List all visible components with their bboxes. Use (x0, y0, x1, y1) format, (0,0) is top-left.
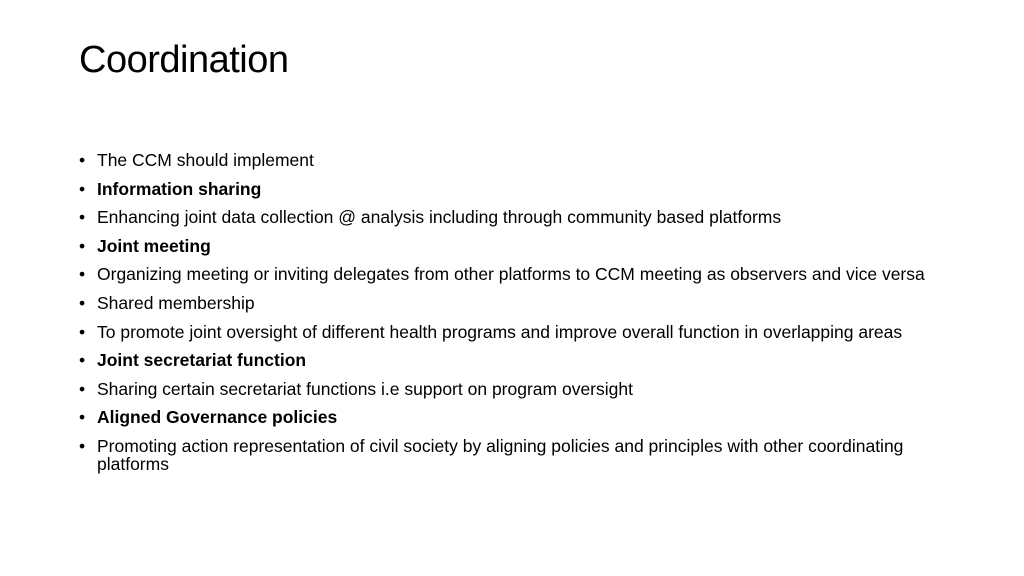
bullet-text: Information sharing (97, 178, 262, 199)
bullet-item (79, 265, 949, 283)
bullet-item (79, 351, 949, 369)
bullet-icon: • (79, 321, 86, 342)
bullet-item (79, 408, 949, 426)
bullet-item (79, 323, 949, 341)
bullet-icon: • (79, 178, 86, 199)
bullet-icon: • (79, 264, 86, 285)
bullet-text: The CCM should implement (97, 150, 314, 170)
bullet-icon: • (79, 235, 86, 256)
slide-title: Coordination (79, 39, 289, 81)
bullet-text: Aligned Governance policies (97, 407, 338, 428)
bullet-item (79, 208, 949, 226)
bullet-item (79, 294, 949, 312)
bullet-icon: • (79, 292, 86, 313)
bullet-text: Promoting action representation of civil society by aligning policies and principles with other coordinating platforms (97, 435, 904, 474)
bullet-item (79, 380, 949, 398)
bullet-text: Enhancing joint data collection @ analysis including through community based platforms (97, 207, 782, 228)
bullet-item (79, 237, 949, 255)
bullet-item (79, 151, 949, 169)
bullet-list (79, 151, 949, 484)
bullet-text: Joint meeting (97, 235, 211, 256)
bullet-item (79, 180, 949, 198)
bullet-icon: • (79, 435, 86, 456)
bullet-text: Organizing meeting or inviting delegates from other platforms to CCM meeting as observers and vice versa (97, 264, 925, 285)
bullet-icon: • (79, 378, 86, 399)
bullet-icon: • (79, 207, 86, 228)
bullet-icon: • (79, 407, 86, 428)
bullet-icon: • (79, 150, 86, 170)
bullet-text: Sharing certain secretariat functions i.e support on program oversight (97, 378, 633, 399)
bullet-icon: • (79, 350, 86, 371)
bullet-text: Shared membership (97, 292, 255, 313)
bullet-text: To promote joint oversight of different health programs and improve overall function in overlapping areas (97, 321, 903, 342)
bullet-item (79, 437, 949, 473)
bullet-text: Joint secretariat function (97, 350, 307, 371)
